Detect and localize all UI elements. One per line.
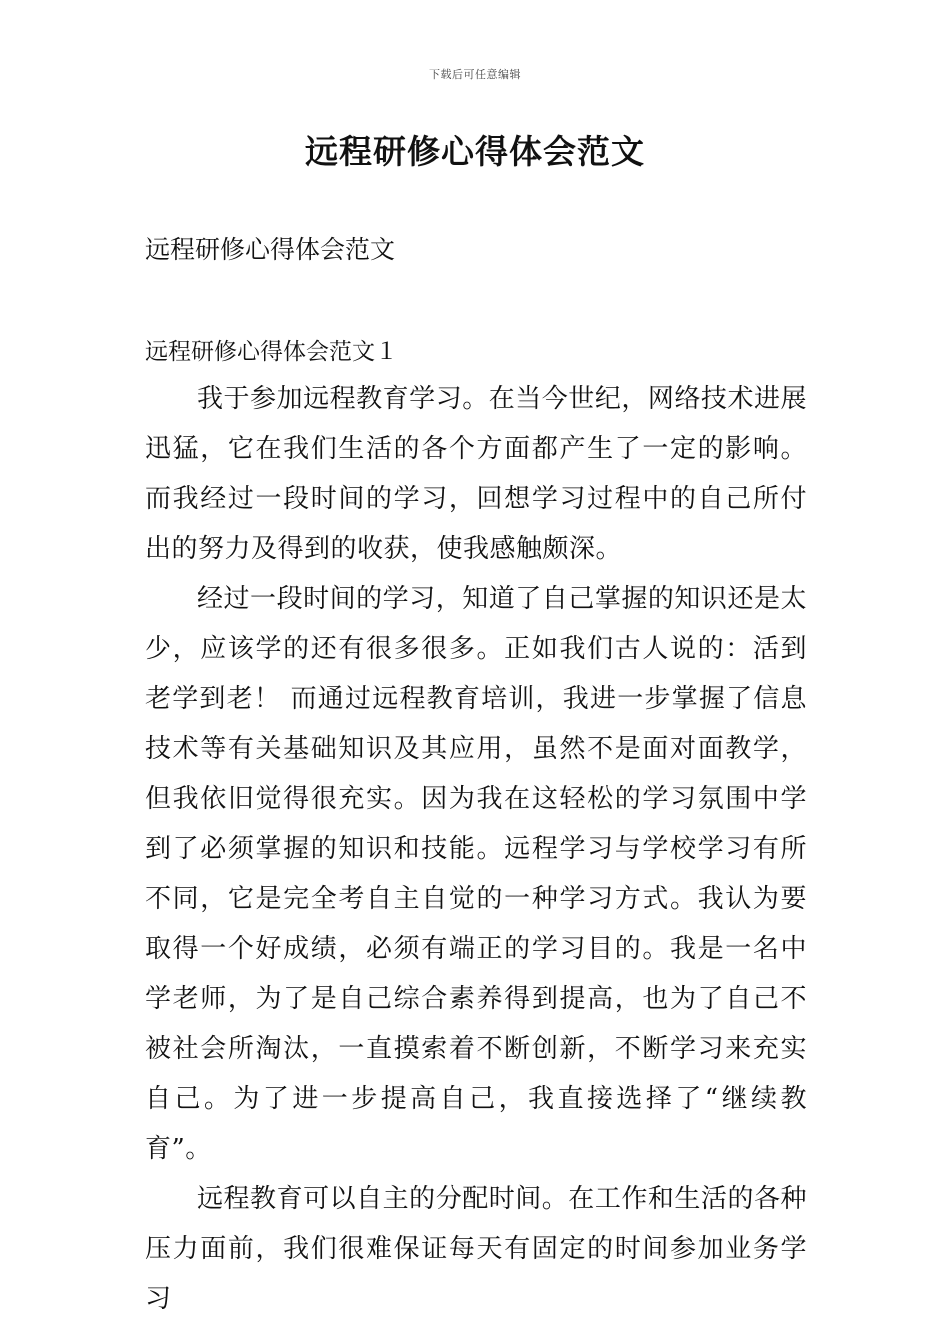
body-text (145, 374, 807, 1324)
paragraph: 经过一段时间的学习，知道了自己掌握的知识还是太少，应该学的还有很多很多。正如我们古人说的：活到老学到老！ 而通过远程教育培训，我进一步掌握了信息技术等有关基础知识及其应用，虽然不是面对面教学，但我依旧觉得很充实。因为我在这轻松的学习氛围中学到了必须掌握的知识和技能。远程学习与学校学习有所不同，它是完全考自主自觉的一种学习方式。我认为要取得一个好成绩，必须有端正的学习目的。我是一名中学老师，为了是自己综合素养得到提高，也为了自己不被社会所淘汰，一直摸索着不断创新，不断学习来充实自己。为了进一步提高自己，我直接选择了“继续教育”。 (145, 584, 807, 1164)
paragraph: 我于参加远程教育学习。在当今世纪，网络技术进展迅猛，它在我们生活的各个方面都产生了一定的影响。而我经过一段时间的学习，回想学习过程中的自己所付出的努力及得到的收获，使我感触颇深。 (145, 384, 807, 564)
document-title: 远程研修心得体会范文 (305, 132, 645, 171)
paragraph: 远程教育可以自主的分配时间。在工作和生活的各种压力面前，我们很难保证每天有固定的时间参加业务学习 (145, 1184, 807, 1314)
header-note: 下载后可任意编辑 (429, 68, 521, 81)
section-heading: 远程研修心得体会范文１ (145, 339, 398, 365)
document-subtitle: 远程研修心得体会范文 (145, 235, 396, 264)
